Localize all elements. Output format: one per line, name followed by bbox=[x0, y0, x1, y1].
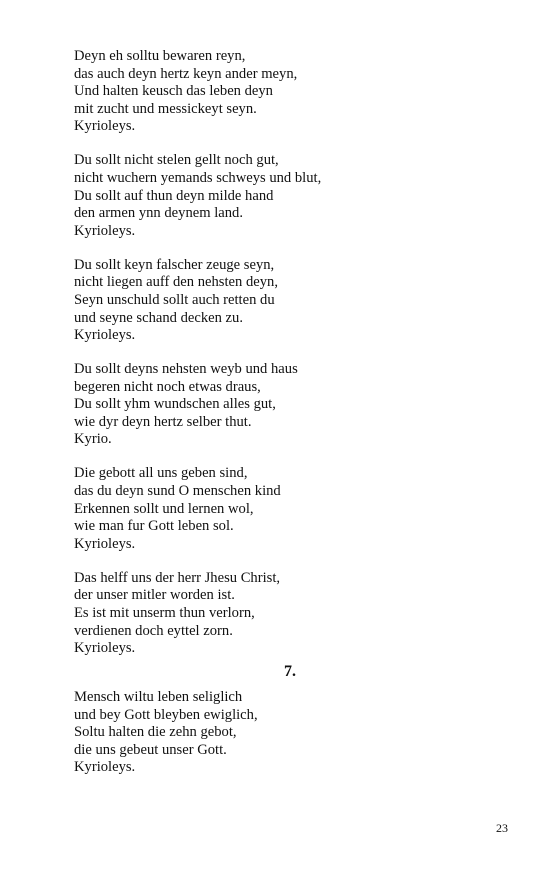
verse-line: Es ist mit unserm thun verlorn, bbox=[74, 604, 255, 621]
stanza bbox=[74, 152, 474, 240]
poem-text bbox=[74, 48, 474, 674]
stanza bbox=[74, 48, 474, 136]
verse-line: den armen ynn deynem land. bbox=[74, 205, 243, 222]
verse-line: Seyn unschuld sollt auch retten du bbox=[74, 291, 275, 308]
verse-line: verdienen doch eyttel zorn. bbox=[74, 622, 233, 639]
verse-line: wie man fur Gott leben sol. bbox=[74, 518, 234, 535]
refrain-line: Kyrioleys. bbox=[74, 640, 136, 657]
section-number: 7. bbox=[284, 663, 296, 680]
verse-line: Deyn eh solltu bewaren reyn, bbox=[74, 48, 246, 64]
page-number: 23 bbox=[496, 821, 508, 835]
verse-line: Du sollt yhm wundschen alles gut, bbox=[74, 396, 276, 413]
stanza bbox=[74, 570, 474, 658]
verse-line: Mensch wiltu leben seliglich bbox=[74, 689, 243, 705]
verse-line: Du sollt keyn falscher zeuge seyn, bbox=[74, 256, 275, 273]
refrain-line: Kyrio. bbox=[74, 431, 112, 448]
verse-line: und seyne schand decken zu. bbox=[74, 309, 243, 326]
verse-line: nicht wuchern yemands schweys und blut, bbox=[74, 169, 322, 186]
refrain-line: Kyrioleys. bbox=[74, 222, 136, 239]
verse-line: nicht liegen auff den nehsten deyn, bbox=[74, 274, 278, 291]
verse-line: mit zucht und messickeyt seyn. bbox=[74, 100, 257, 117]
verse-line: Soltu halten die zehn gebot, bbox=[74, 724, 237, 741]
verse-line: und bey Gott bleyben ewiglich, bbox=[74, 706, 258, 723]
verse-line: Du sollt nicht stelen gellt noch gut, bbox=[74, 152, 279, 169]
refrain-line: Kyrioleys. bbox=[74, 118, 136, 135]
verse-line: der unser mitler worden ist. bbox=[74, 587, 235, 604]
verse-line: die uns gebeut unser Gott. bbox=[74, 741, 227, 758]
refrain-line: Kyrioleys. bbox=[74, 759, 136, 776]
verse-line: Das helff uns der herr Jhesu Christ, bbox=[74, 569, 281, 586]
stanza bbox=[74, 689, 474, 777]
stanza bbox=[74, 257, 474, 345]
verse-line: Erkennen sollt und lernen wol, bbox=[74, 500, 254, 517]
verse-line: Du sollt auf thun deyn milde hand bbox=[74, 187, 274, 204]
refrain-line: Kyrioleys. bbox=[74, 327, 136, 344]
verse-line: das du deyn sund O menschen kind bbox=[74, 483, 281, 500]
verse-line: Und halten keusch das leben deyn bbox=[74, 83, 273, 100]
verse-line: wie dyr deyn hertz selber thut. bbox=[74, 413, 252, 430]
verse-line: das auch deyn hertz keyn ander meyn, bbox=[74, 65, 298, 82]
section-poem bbox=[74, 689, 474, 793]
verse-line: Die gebott all uns geben sind, bbox=[74, 465, 248, 482]
verse-line: Du sollt deyns nehsten weyb und haus bbox=[74, 361, 298, 378]
stanza bbox=[74, 465, 474, 553]
stanza bbox=[74, 361, 474, 449]
verse-line: begeren nicht noch etwas draus, bbox=[74, 378, 261, 395]
refrain-line: Kyrioleys. bbox=[74, 535, 136, 552]
